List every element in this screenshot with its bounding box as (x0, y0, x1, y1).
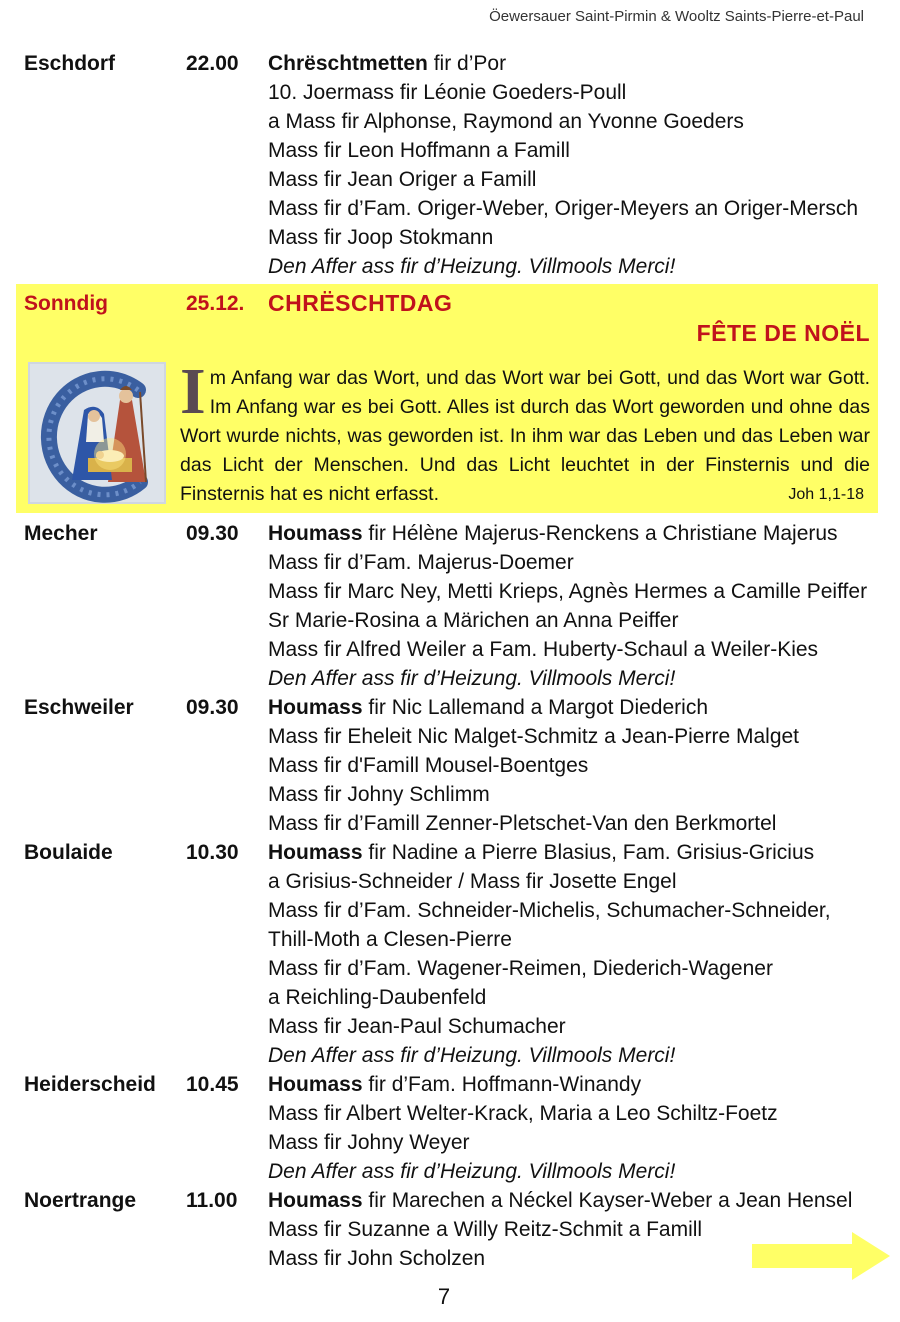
mass-intention (268, 780, 490, 809)
schedule-line (0, 780, 900, 809)
mass-intention (268, 223, 493, 252)
schedule-line (0, 606, 900, 635)
mass-intention (268, 896, 831, 925)
intention-text: Den Affer ass fir d’Heizung. Villmools Merci! (268, 1160, 676, 1183)
schedule-line (0, 867, 900, 896)
schedule-line (0, 519, 900, 548)
schedule-line (0, 49, 900, 78)
mass-intention (268, 722, 799, 751)
feast-date: 25.12. (186, 292, 245, 315)
mass-intention (268, 1041, 675, 1070)
schedule-line (0, 751, 900, 780)
schedule-line (0, 136, 900, 165)
schedule-line (0, 722, 900, 751)
mass-intention (268, 1099, 778, 1128)
mass-intention (268, 107, 744, 136)
intention-text: Mass fir Suzanne a Willy Reitz-Schmit a Famill (268, 1218, 703, 1241)
dropcap-letter: I (180, 355, 206, 428)
schedule-line (0, 1157, 900, 1186)
intention-text: Mass fir Johny Weyer (268, 1131, 470, 1154)
mass-intention (268, 1012, 566, 1041)
schedule-line (0, 1041, 900, 1070)
intention-text: fir Nic Lallemand a Margot Diederich (362, 696, 709, 719)
mass-intention (268, 867, 677, 896)
mass-intention (268, 194, 858, 223)
intention-text: 10. Joermass fir Léonie Goeders-Poull (268, 81, 627, 104)
intention-text: Mass fir Jean Origer a Famill (268, 168, 537, 191)
mass-intention (268, 78, 626, 107)
mass-intention (268, 1244, 485, 1273)
intention-text: Mass fir d’Fam. Wagener-Reimen, Diederich-Wagener (268, 957, 773, 980)
mass-intention (268, 606, 678, 635)
mass-intention (268, 635, 818, 664)
gospel-body: m Anfang war das Wort, und das Wort war bei Gott, und das Wort war Gott. Im Anfang war es bei Gott. Alles ist durch das Wort geworden und ohne das Wort wurde nichts, was geworden ist. In ihm war das Leben und das Leben war das Licht der Menschen. Und das Licht leuchtet in der Finsternis und die Finsternis hat es nicht erfasst. (180, 367, 870, 505)
place-name: Eschdorf (24, 52, 116, 75)
mass-time: 22.00 (186, 52, 239, 75)
intention-text: fir d’Fam. Hoffmann-Winandy (362, 1073, 642, 1096)
intention-text: Mass fir d’Fam. Origer-Weber, Origer-Meyers an Origer-Mersch (268, 197, 859, 220)
intention-text: Mass fir Alfred Weiler a Fam. Huberty-Schaul a Weiler-Kies (268, 638, 819, 661)
schedule-line (0, 896, 900, 925)
mass-intention (268, 1215, 702, 1244)
place-name: Noertrange (24, 1189, 137, 1212)
intention-text: Mass fir Jean-Paul Schumacher (268, 1015, 566, 1038)
mass-intention (268, 751, 588, 780)
mass-time: 09.30 (186, 696, 239, 719)
mass-intention (268, 1157, 675, 1186)
arrow-right-icon[interactable] (752, 1232, 890, 1280)
intention-text: fir d’Por (427, 52, 507, 75)
intention-text: a Grisius-Schneider / Mass fir Josette Engel (268, 870, 677, 893)
mass-intention (268, 577, 867, 606)
page-header: Öewersauer Saint-Pirmin & Wooltz Saints-Pierre-et-Paul (489, 8, 864, 25)
mass-intention (268, 983, 486, 1012)
schedule-line (0, 165, 900, 194)
mass-intention (268, 838, 814, 867)
intention-text: Thill-Moth a Clesen-Pierre (268, 928, 512, 951)
mass-intention (268, 252, 675, 281)
mass-intention (268, 664, 675, 693)
page-number: 7 (437, 1284, 451, 1309)
schedule-line (0, 1186, 900, 1215)
mass-type: Houmass (268, 1073, 363, 1096)
intention-text: Mass fir Leon Hoffmann a Famill (268, 139, 570, 162)
mass-time: 10.30 (186, 841, 239, 864)
nativity-image (28, 362, 166, 504)
schedule-line (0, 78, 900, 107)
schedule-line (0, 223, 900, 252)
feast-subtitle: FÊTE DE NOËL (696, 320, 870, 346)
intention-text: Den Affer ass fir d’Heizung. Villmools Merci! (268, 1044, 676, 1067)
place-name: Boulaide (24, 841, 113, 864)
intention-text: fir Hélène Majerus-Renckens a Christiane Majerus (362, 522, 838, 545)
mass-time: 11.00 (186, 1189, 238, 1212)
intention-text: Mass fir Marc Ney, Metti Krieps, Agnès Hermes a Camille Peiffer (268, 580, 868, 603)
schedule-line (0, 838, 900, 867)
schedule-line (0, 809, 900, 838)
feast-title: CHRËSCHTDAG (268, 290, 453, 316)
intention-text: Mass fir Eheleit Nic Malget-Schmitz a Jean-Pierre Malget (268, 725, 800, 748)
schedule-entry-eschdorf (0, 49, 900, 281)
mass-intention (268, 809, 776, 838)
intention-text: fir Nadine a Pierre Blasius, Fam. Grisius-Gricius (362, 841, 815, 864)
gospel-text (180, 355, 870, 509)
intention-text: Mass fir John Scholzen (268, 1247, 486, 1270)
mass-intention (268, 49, 506, 78)
mass-type: Houmass (268, 1189, 363, 1212)
schedule-line (0, 925, 900, 954)
intention-text: Mass fir d'Famill Mousel-Boentges (268, 754, 589, 777)
mass-intention (268, 165, 536, 194)
intention-text: Mass fir Johny Schlimm (268, 783, 490, 806)
mass-time: 10.45 (186, 1073, 239, 1096)
intention-text: a Reichling-Daubenfeld (268, 986, 487, 1009)
feast-box (16, 284, 878, 513)
place-name: Mecher (24, 522, 98, 545)
schedule-line (0, 1128, 900, 1157)
schedule-list (0, 519, 900, 1273)
mass-intention (268, 519, 838, 548)
mass-time: 09.30 (186, 522, 239, 545)
schedule-line (0, 548, 900, 577)
schedule-line (0, 252, 900, 281)
schedule-line (0, 1012, 900, 1041)
mass-intention (268, 548, 574, 577)
intention-text: Sr Marie-Rosina a Märichen an Anna Peiffer (268, 609, 679, 632)
intention-text: Mass fir d’Fam. Majerus-Doemer (268, 551, 574, 574)
intention-text: Mass fir Joop Stokmann (268, 226, 494, 249)
mass-type: Houmass (268, 841, 363, 864)
schedule-line (0, 577, 900, 606)
intention-text: fir Marechen a Néckel Kayser-Weber a Jean Hensel (362, 1189, 853, 1212)
feast-day: Sonndig (24, 292, 108, 315)
mass-intention (268, 1128, 470, 1157)
mass-intention (268, 1070, 641, 1099)
place-name: Heiderscheid (24, 1073, 156, 1096)
schedule-line (0, 1070, 900, 1099)
intention-text: Mass fir d’Fam. Schneider-Michelis, Schumacher-Schneider, (268, 899, 831, 922)
place-name: Eschweiler (24, 696, 134, 719)
mass-type: Houmass (268, 696, 363, 719)
schedule-line (0, 194, 900, 223)
mass-type: Houmass (268, 522, 363, 545)
mass-intention (268, 136, 570, 165)
intention-text: Mass fir Albert Welter-Krack, Maria a Leo Schiltz-Foetz (268, 1102, 778, 1125)
mass-intention (268, 954, 773, 983)
schedule-line (0, 983, 900, 1012)
mass-type: Chrëschtmetten (268, 52, 428, 75)
intention-text: a Mass fir Alphonse, Raymond an Yvonne Goeders (268, 110, 744, 133)
schedule-line (0, 954, 900, 983)
schedule-line (0, 1099, 900, 1128)
intention-text: Den Affer ass fir d’Heizung. Villmools Merci! (268, 667, 676, 690)
intention-text: Den Affer ass fir d’Heizung. Villmools Merci! (268, 255, 676, 278)
mass-intention (268, 1186, 852, 1215)
gospel-reference: Joh 1,1-18 (788, 486, 864, 503)
mass-intention (268, 925, 512, 954)
intention-text: Mass fir d’Famill Zenner-Pletschet-Van den Berkmortel (268, 812, 777, 835)
schedule-line (0, 107, 900, 136)
schedule-line (0, 693, 900, 722)
mass-intention (268, 693, 708, 722)
schedule-line (0, 664, 900, 693)
schedule-line (0, 635, 900, 664)
